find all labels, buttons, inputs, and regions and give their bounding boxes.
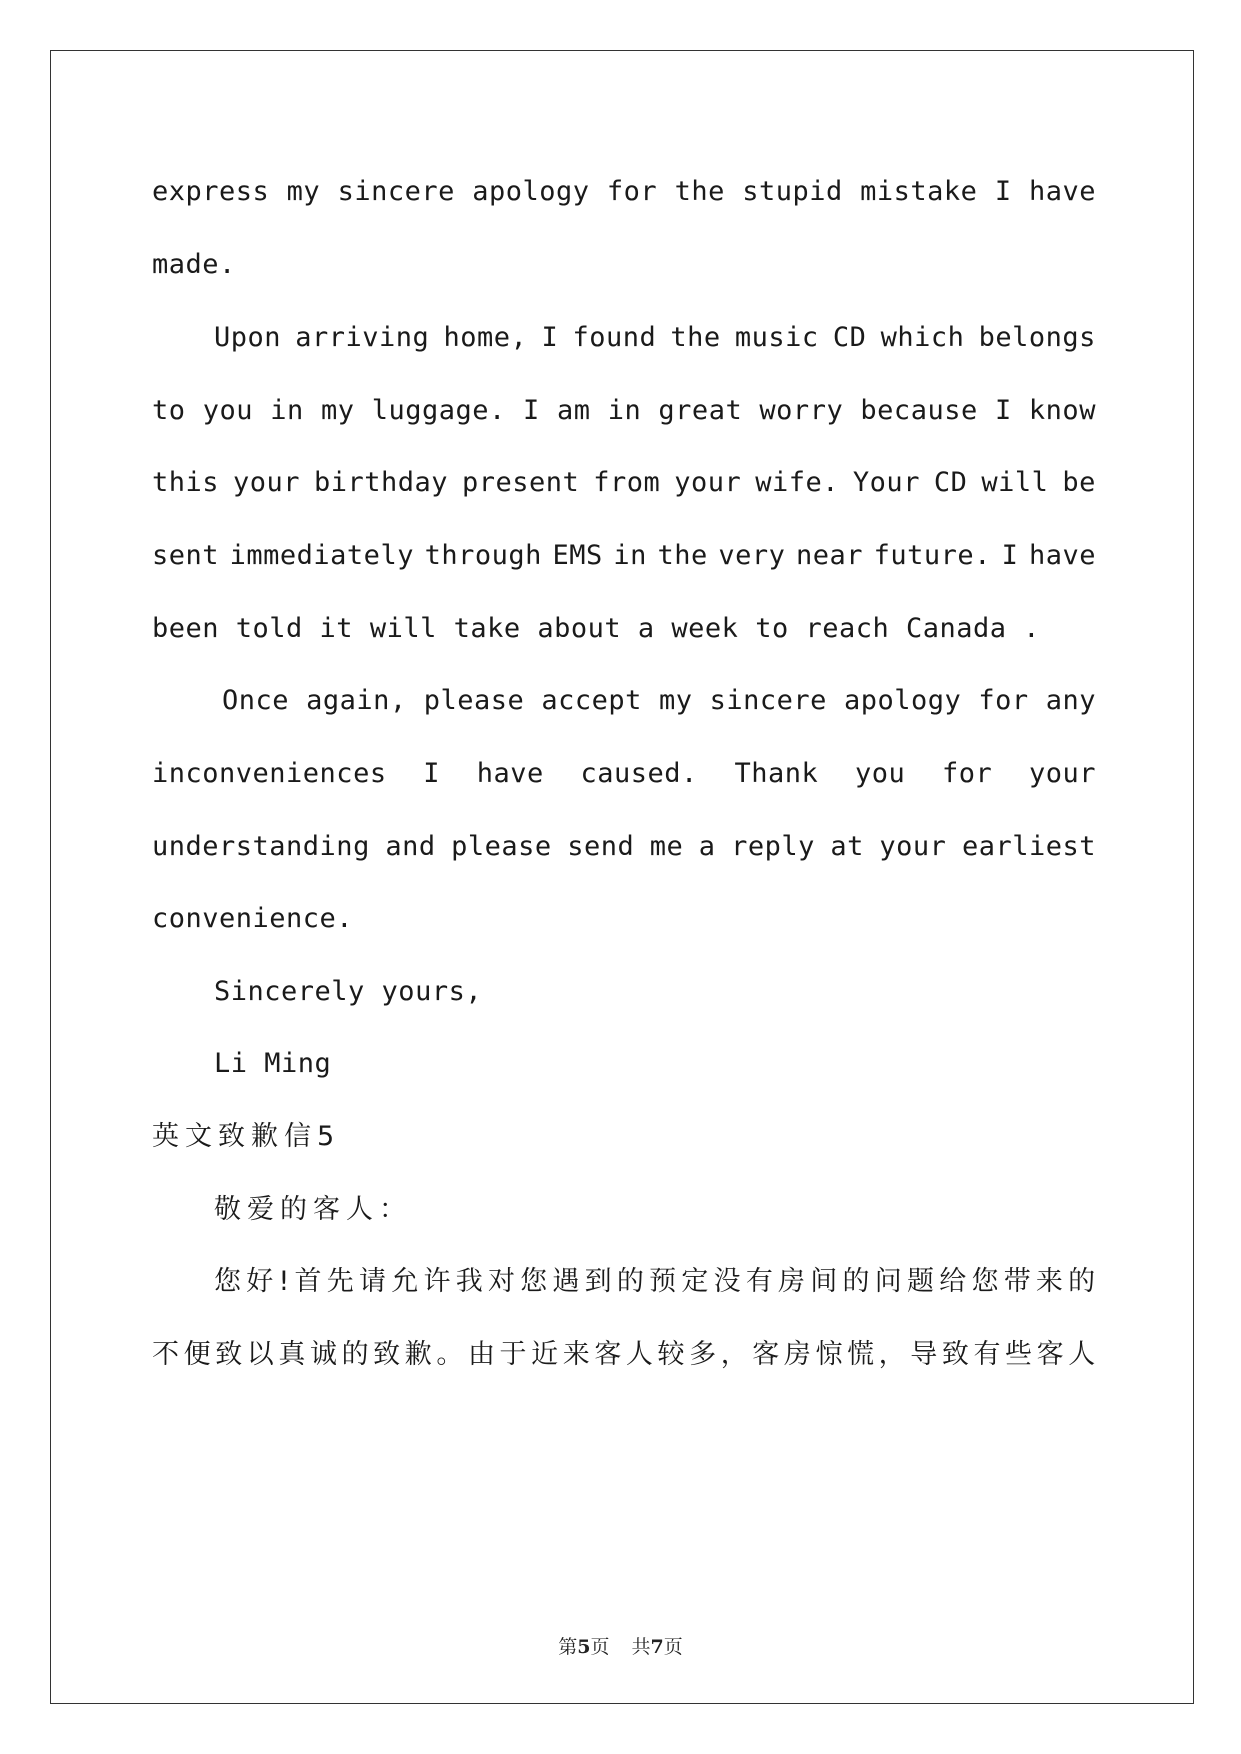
footer-total-suffix: 页 — [663, 1636, 683, 1658]
word: I — [541, 322, 559, 353]
word: great — [658, 395, 743, 426]
word: because — [860, 395, 978, 426]
char: 定 — [681, 1266, 709, 1297]
footer-total-pages: 7 — [650, 1636, 664, 1658]
word: through — [424, 540, 542, 571]
word: music — [734, 322, 819, 353]
char: 致 — [373, 1339, 401, 1370]
word: near — [796, 540, 864, 571]
word: in — [607, 395, 642, 426]
word: I — [522, 395, 540, 426]
word: you — [202, 395, 254, 426]
char: 您 — [520, 1266, 548, 1297]
p1-line1 — [152, 172, 1096, 212]
word: a — [698, 831, 716, 862]
word: have — [1028, 176, 1096, 207]
word: sincere — [709, 685, 827, 716]
char: 您 — [214, 1266, 242, 1297]
char: 致 — [215, 1339, 243, 1370]
word: your — [674, 467, 742, 498]
char: 较 — [657, 1339, 685, 1370]
word: the — [657, 540, 708, 571]
word: accept — [541, 685, 642, 716]
word: in — [270, 395, 304, 426]
word: express — [152, 176, 270, 207]
char: 的 — [1068, 1266, 1096, 1297]
word: luggage. — [371, 395, 506, 426]
char: 些 — [1005, 1339, 1033, 1370]
char: 客 — [752, 1339, 780, 1370]
word: and — [385, 831, 436, 862]
word: the — [670, 322, 721, 353]
word: mistake — [860, 176, 978, 207]
char: 客 — [594, 1339, 622, 1370]
char: 来 — [562, 1339, 591, 1370]
word: EMS — [552, 540, 603, 571]
p2-line1 — [152, 318, 1096, 358]
word: at — [830, 831, 864, 862]
footer-total-prefix: 共 — [631, 1636, 651, 1658]
word: future. — [873, 540, 991, 571]
char: 不 — [152, 1339, 180, 1370]
word: know — [1028, 395, 1096, 426]
word: I — [994, 176, 1012, 207]
word: Thank — [734, 758, 819, 789]
char: 允 — [391, 1266, 419, 1297]
word: found — [572, 322, 657, 353]
p3-line3 — [152, 827, 1096, 867]
char: 慌 — [847, 1339, 875, 1370]
char: 导 — [910, 1339, 938, 1370]
word: be — [1062, 467, 1096, 498]
word: to — [152, 395, 186, 426]
char: 给 — [939, 1266, 967, 1297]
char: 有 — [973, 1339, 1001, 1370]
word: very — [718, 540, 786, 571]
word: have — [476, 758, 544, 789]
word: worry — [759, 395, 844, 426]
char: 的 — [341, 1339, 370, 1370]
char: 致 — [941, 1339, 970, 1370]
word: immediately — [229, 540, 414, 571]
char: 便 — [183, 1339, 212, 1370]
signature: Li Ming — [214, 1048, 332, 1079]
char: 近 — [531, 1339, 559, 1370]
word: am — [556, 395, 591, 426]
char: 好 — [246, 1266, 274, 1297]
word: CD — [933, 467, 968, 498]
word: CD — [832, 322, 867, 353]
p2-line2 — [152, 391, 1096, 431]
word: belongs — [978, 322, 1096, 353]
char: 多 — [689, 1339, 717, 1370]
char: 来 — [1035, 1266, 1064, 1297]
char: 问 — [874, 1266, 903, 1297]
word: sincere — [337, 176, 455, 207]
word: your — [879, 831, 947, 862]
closing: Sincerely yours, — [214, 976, 483, 1007]
p2-line4 — [152, 536, 1096, 576]
char: 以 — [246, 1339, 275, 1370]
char: 没 — [713, 1266, 742, 1297]
word: will — [981, 467, 1049, 498]
p3-line4: convenience. — [152, 903, 354, 934]
char: ， — [720, 1339, 749, 1370]
word: your — [232, 467, 301, 498]
char: 歉 — [404, 1339, 433, 1370]
char: 的 — [616, 1266, 645, 1297]
word: you — [854, 758, 906, 789]
word: send — [567, 831, 635, 862]
word: please — [451, 831, 552, 862]
char: 间 — [810, 1266, 838, 1297]
word: for — [941, 758, 993, 789]
word: me — [649, 831, 684, 862]
footer-prefix: 第 — [558, 1636, 578, 1658]
footer-page-suffix: 页 — [590, 1636, 610, 1658]
p2-line5: been told it will take about a week to reach Canada . — [152, 613, 1041, 644]
word: stupid — [742, 176, 843, 207]
char: ! — [278, 1266, 290, 1297]
word: apology — [843, 685, 962, 716]
word: apology — [472, 176, 590, 207]
word: I — [1001, 540, 1019, 571]
word: wife. — [755, 467, 839, 498]
salutation: 敬爱的客人： — [214, 1194, 412, 1225]
word: Upon — [214, 322, 282, 353]
p2-line3 — [152, 463, 1096, 503]
word: for — [978, 685, 1029, 716]
char: 的 — [842, 1266, 871, 1297]
word: my — [658, 685, 693, 716]
word: have — [1028, 540, 1096, 571]
word: which — [880, 322, 965, 353]
char: 题 — [906, 1266, 935, 1297]
word: reply — [731, 831, 815, 862]
word: inconveniences — [152, 758, 387, 789]
char: 首 — [294, 1266, 323, 1297]
char: 带 — [1003, 1266, 1032, 1297]
char: 诚 — [309, 1339, 338, 1370]
word: my — [320, 395, 355, 426]
char: 许 — [423, 1266, 451, 1297]
word: birthday — [313, 467, 449, 498]
word: Once — [222, 685, 290, 716]
word: my — [286, 176, 321, 207]
word: this — [152, 467, 220, 498]
char: 由 — [467, 1339, 496, 1370]
char: ， — [878, 1339, 907, 1370]
char: 人 — [1068, 1339, 1096, 1370]
body-line1 — [152, 1262, 1096, 1302]
char: 请 — [359, 1266, 387, 1297]
page-footer — [0, 1632, 1241, 1659]
char: 预 — [649, 1266, 677, 1297]
word: from — [593, 467, 661, 498]
word: Your — [852, 467, 920, 498]
word: home, — [443, 322, 528, 353]
word: any — [1045, 685, 1096, 716]
word: arriving — [295, 322, 430, 353]
char: 于 — [499, 1339, 528, 1370]
word: sent — [152, 540, 220, 571]
footer-page-number: 5 — [577, 1636, 591, 1658]
word: earliest — [961, 831, 1096, 862]
char: 房 — [778, 1266, 806, 1297]
char: 人 — [625, 1339, 654, 1370]
p1-line2: made. — [152, 249, 236, 280]
char: 我 — [455, 1266, 484, 1297]
word: again, — [306, 685, 407, 716]
char: 客 — [1036, 1339, 1065, 1370]
char: 遇 — [552, 1266, 580, 1297]
word: caused. — [580, 758, 698, 789]
char: 到 — [584, 1266, 613, 1297]
char: 先 — [326, 1266, 355, 1297]
word: for — [606, 176, 658, 207]
char: 。 — [436, 1339, 464, 1370]
word: please — [423, 685, 525, 716]
char: 房 — [783, 1339, 812, 1370]
char: 真 — [278, 1339, 306, 1370]
word: in — [613, 540, 647, 571]
word: I — [994, 395, 1012, 426]
char: 您 — [971, 1266, 999, 1297]
word: your — [1028, 758, 1096, 789]
char: 惊 — [815, 1339, 843, 1370]
word: present — [461, 467, 580, 498]
word: the — [674, 176, 725, 207]
word: I — [423, 758, 441, 789]
char: 对 — [487, 1266, 516, 1297]
page-border — [50, 50, 1194, 1704]
p3-line1 — [152, 681, 1096, 721]
section-heading: 英文致歉信5 — [152, 1121, 341, 1152]
body-line2 — [152, 1335, 1096, 1375]
p3-line2 — [152, 754, 1096, 794]
char: 有 — [745, 1266, 774, 1297]
word: understanding — [152, 831, 370, 862]
